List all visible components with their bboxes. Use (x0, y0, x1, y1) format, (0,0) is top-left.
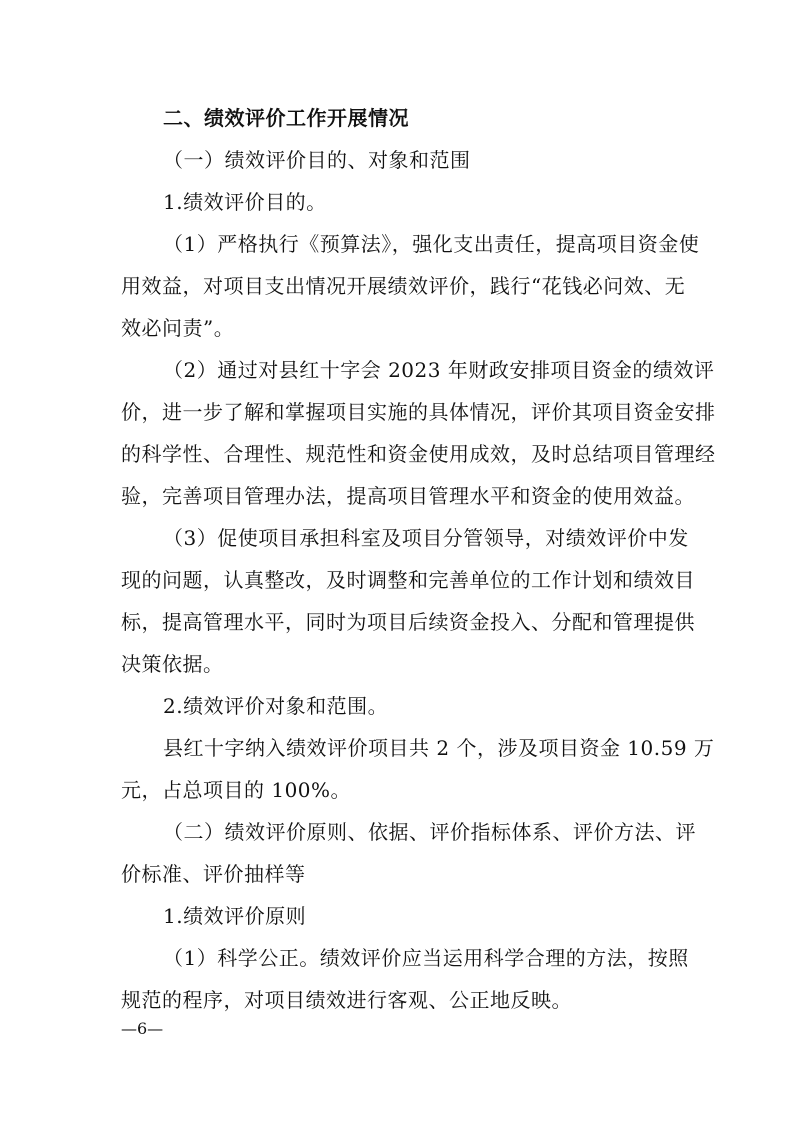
paragraph-line: （1）科学公正。绩效评价应当运用科学合理的方法，按照 (163, 946, 689, 970)
page-number: —6— (121, 1019, 164, 1038)
item-heading: 1.绩效评价目的。 (163, 190, 327, 214)
paragraph-line: 现的问题，认真整改，及时调整和完善单位的工作计划和绩效目 (121, 568, 695, 592)
paragraph-line: 规范的程序，对项目绩效进行客观、公正地反映。 (121, 988, 572, 1012)
paragraph-line: 的科学性、合理性、规范性和资金使用成效，及时总结项目管理经 (121, 442, 716, 466)
paragraph-line: （2）通过对县红十字会 2023 年财政安排项目资金的绩效评 (163, 358, 715, 382)
paragraph-line: （1）严格执行《预算法》，强化支出责任，提高项目资金使 (163, 232, 700, 256)
paragraph-line: 价，进一步了解和掌握项目实施的具体情况，评价其项目资金安排 (121, 400, 716, 424)
paragraph-line: 用效益，对项目支出情况开展绩效评价，践行“花钱必问效、无 (121, 274, 686, 298)
section-heading: 二、绩效评价工作开展情况 (163, 106, 409, 130)
subsection-heading: 价标准、评价抽样等 (121, 862, 306, 886)
item-heading: 2.绩效评价对象和范围。 (163, 694, 389, 718)
paragraph-line: 验，完善项目管理办法，提高项目管理水平和资金的使用效益。 (121, 484, 695, 508)
subsection-heading: （一）绩效评价目的、对象和范围 (163, 148, 471, 172)
paragraph-line: 效必问责”。 (121, 316, 235, 340)
paragraph-line: 元，占总项目的 100%。 (121, 778, 352, 802)
subsection-heading: （二）绩效评价原则、依据、评价指标体系、评价方法、评 (163, 820, 696, 844)
item-heading: 1.绩效评价原则 (163, 904, 307, 928)
paragraph-line: （3）促使项目承担科室及项目分管领导，对绩效评价中发 (163, 526, 689, 550)
paragraph-line: 决策依据。 (121, 652, 224, 676)
paragraph-line: 县红十字纳入绩效评价项目共 2 个，涉及项目资金 10.59 万 (163, 736, 715, 760)
paragraph-line: 标，提高管理水平，同时为项目后续资金投入、分配和管理提供 (121, 610, 695, 634)
